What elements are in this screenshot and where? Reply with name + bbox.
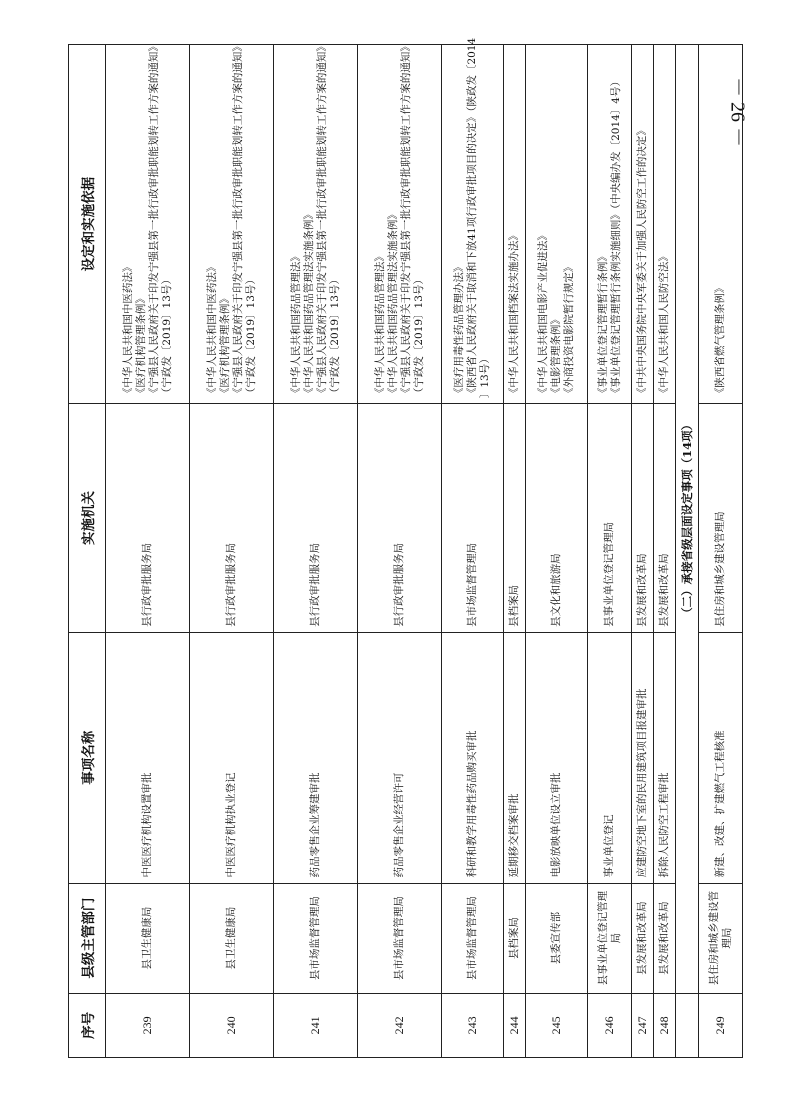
item-cell: 事业单位登记	[588, 632, 632, 883]
basis-line: 《陕西省人民政府关于取消和下放41项行政审批项目的决定》（陕政发〔2014	[466, 37, 478, 399]
table-row	[632, 45, 654, 1058]
table-row	[588, 45, 632, 1058]
agency-cell: 县行政审批服务局	[274, 404, 358, 633]
basis-line: 《外商投资电影院暂行规定》	[563, 261, 575, 399]
seq-cell: 249	[699, 993, 743, 1057]
agency-cell: 县行政审批服务局	[358, 404, 442, 633]
basis-line: 《宁强县人民政府关于印发宁强县第一批行政审批职能划转工作方案的通知》	[231, 41, 244, 399]
basis-line: 《事业单位登记管理暂行条例》	[596, 251, 609, 399]
basis-line: 《中华人民共和国药品管理法》	[289, 251, 302, 399]
basis-line: 《陕西省燃气管理条例》	[714, 282, 726, 399]
agency-cell: 县档案局	[504, 404, 526, 633]
item-cell: 应建防空地下室的民用建筑项目报建审批	[632, 632, 654, 883]
dept-cell: 县市场监督管理局	[274, 883, 358, 993]
seq-cell: 245	[526, 993, 588, 1057]
basis-line: （宁政发〔2019〕13号）	[328, 274, 341, 399]
basis-line: 《宁强县人民政府关于印发宁强县第一批行政审批职能划转工作方案的通知》	[147, 41, 160, 399]
item-cell: 中医医疗机构设置审批	[106, 632, 190, 883]
item-cell: 药品零售企业筹建审批	[274, 632, 358, 883]
seq-cell: 246	[588, 993, 632, 1057]
agency-cell: 县行政审批服务局	[106, 404, 190, 633]
dept-cell: 县卫生健康局	[190, 883, 274, 993]
dept-cell: 县档案局	[504, 883, 526, 993]
basis-line: 〕13号）	[479, 353, 491, 399]
item-cell: 拆除人民防空工程审批	[654, 632, 676, 883]
basis-line: 《中华人民共和国电影产业促进法》	[537, 230, 549, 399]
table-row	[504, 45, 526, 1058]
header-dept: 县级主管部门	[69, 883, 106, 993]
table-row	[358, 45, 442, 1058]
dept-cell: 县事业单位登记管理局	[588, 883, 632, 993]
basis-line: 《中华人民共和国档案法实施办法》	[508, 230, 520, 399]
basis-line: 《中华人民共和国药品管理法》	[373, 251, 386, 399]
item-cell: 新建、改建、扩建燃气工程核准	[699, 632, 743, 883]
dept-cell: 县发展和改革局	[632, 883, 654, 993]
table-row	[699, 45, 743, 1058]
basis-cell	[632, 45, 654, 404]
basis-line: 《电影管理条例》	[550, 314, 562, 399]
header-item: 事项名称	[69, 632, 106, 883]
agency-cell: 县发展和改革局	[632, 404, 654, 633]
subheading: （二）承接省级层面设定事项（14项）	[676, 45, 699, 994]
basis-line: 《中华人民共和国药品管理法实施条例》	[386, 209, 399, 399]
basis-cell	[274, 41, 358, 404]
seq-cell: 244	[504, 993, 526, 1057]
table-row	[526, 45, 588, 1058]
table-header-row	[69, 45, 106, 1058]
basis-line: 《中华人民共和国人民防空法》	[658, 251, 670, 399]
dept-cell: 县住房和城乡建设管理局	[699, 883, 743, 993]
basis-line: （宁政发〔2019〕13号）	[412, 274, 425, 399]
basis-cell	[442, 37, 504, 404]
basis-cell	[106, 41, 190, 404]
dept-cell: 县委宣传部	[526, 883, 588, 993]
agency-cell: 县行政审批服务局	[190, 404, 274, 633]
agency-cell: 县市场监督管理局	[442, 404, 504, 633]
seq-cell: 242	[358, 993, 442, 1057]
seq-cell: 240	[190, 993, 274, 1057]
approval-items-table	[68, 37, 743, 1058]
agency-cell: 县发展和改革局	[654, 404, 676, 633]
basis-line: 《医疗机构管理条例》	[218, 293, 231, 399]
item-cell: 科研和教学用毒性药品购买审批	[442, 632, 504, 883]
page-number: － 26 －	[726, 77, 749, 147]
basis-line: 《中华人民共和国中医药法》	[121, 261, 134, 399]
header-agency: 实施机关	[69, 404, 106, 633]
item-cell: 延期移交档案审批	[504, 632, 526, 883]
table-row	[106, 45, 190, 1058]
basis-line: 《中共中央国务院中央军委关于加强人民防空工作的决定》	[636, 125, 648, 399]
seq-cell: 243	[442, 993, 504, 1057]
seq-cell: 241	[274, 993, 358, 1057]
agency-cell: 县文化和旅游局	[526, 404, 588, 633]
dept-cell: 县市场监督管理局	[358, 883, 442, 993]
subheading-row	[676, 45, 699, 1058]
rotated-table-container	[68, 37, 733, 1058]
header-basis: 设定和实施依据	[69, 45, 106, 404]
agency-cell: 县住房和城乡建设管理局	[699, 404, 743, 633]
table-row	[274, 45, 358, 1058]
basis-cell	[588, 45, 632, 404]
table-row	[442, 45, 504, 1058]
basis-line: （宁政发〔2019〕13号）	[244, 274, 257, 399]
seq-cell: 247	[632, 993, 654, 1057]
basis-line: 《中华人民共和国药品管理法实施条例》	[302, 209, 315, 399]
header-seq: 序号	[69, 993, 106, 1057]
basis-cell	[526, 45, 588, 404]
item-cell: 药品零售企业经营许可	[358, 632, 442, 883]
dept-cell: 县卫生健康局	[106, 883, 190, 993]
basis-cell	[358, 41, 442, 404]
dept-cell: 县发展和改革局	[654, 883, 676, 993]
basis-cell	[654, 45, 676, 404]
agency-cell: 县事业单位登记管理局	[588, 404, 632, 633]
dept-cell: 县市场监督管理局	[442, 883, 504, 993]
table-row	[654, 45, 676, 1058]
seq-cell: 239	[106, 993, 190, 1057]
basis-line: 《宁强县人民政府关于印发宁强县第一批行政审批职能划转工作方案的通知》	[399, 41, 412, 399]
basis-line: 《宁强县人民政府关于印发宁强县第一批行政审批职能划转工作方案的通知》	[315, 41, 328, 399]
basis-line: （宁政发〔2019〕13号）	[160, 274, 173, 399]
table-row	[190, 45, 274, 1058]
basis-cell	[190, 41, 274, 404]
basis-line: 《医疗用毒性药品管理办法》	[453, 261, 465, 399]
basis-cell	[504, 45, 526, 404]
basis-cell	[699, 45, 743, 404]
basis-line: 《医疗机构管理条例》	[134, 293, 147, 399]
item-cell: 电影放映单位设立审批	[526, 632, 588, 883]
basis-line: 《事业单位登记管理暂行条例实施细则》（中央编办发〔2014〕4号）	[609, 76, 622, 399]
basis-line: 《中华人民共和国中医药法》	[205, 261, 218, 399]
item-cell: 中医医疗机构执业登记	[190, 632, 274, 883]
seq-cell: 248	[654, 993, 676, 1057]
